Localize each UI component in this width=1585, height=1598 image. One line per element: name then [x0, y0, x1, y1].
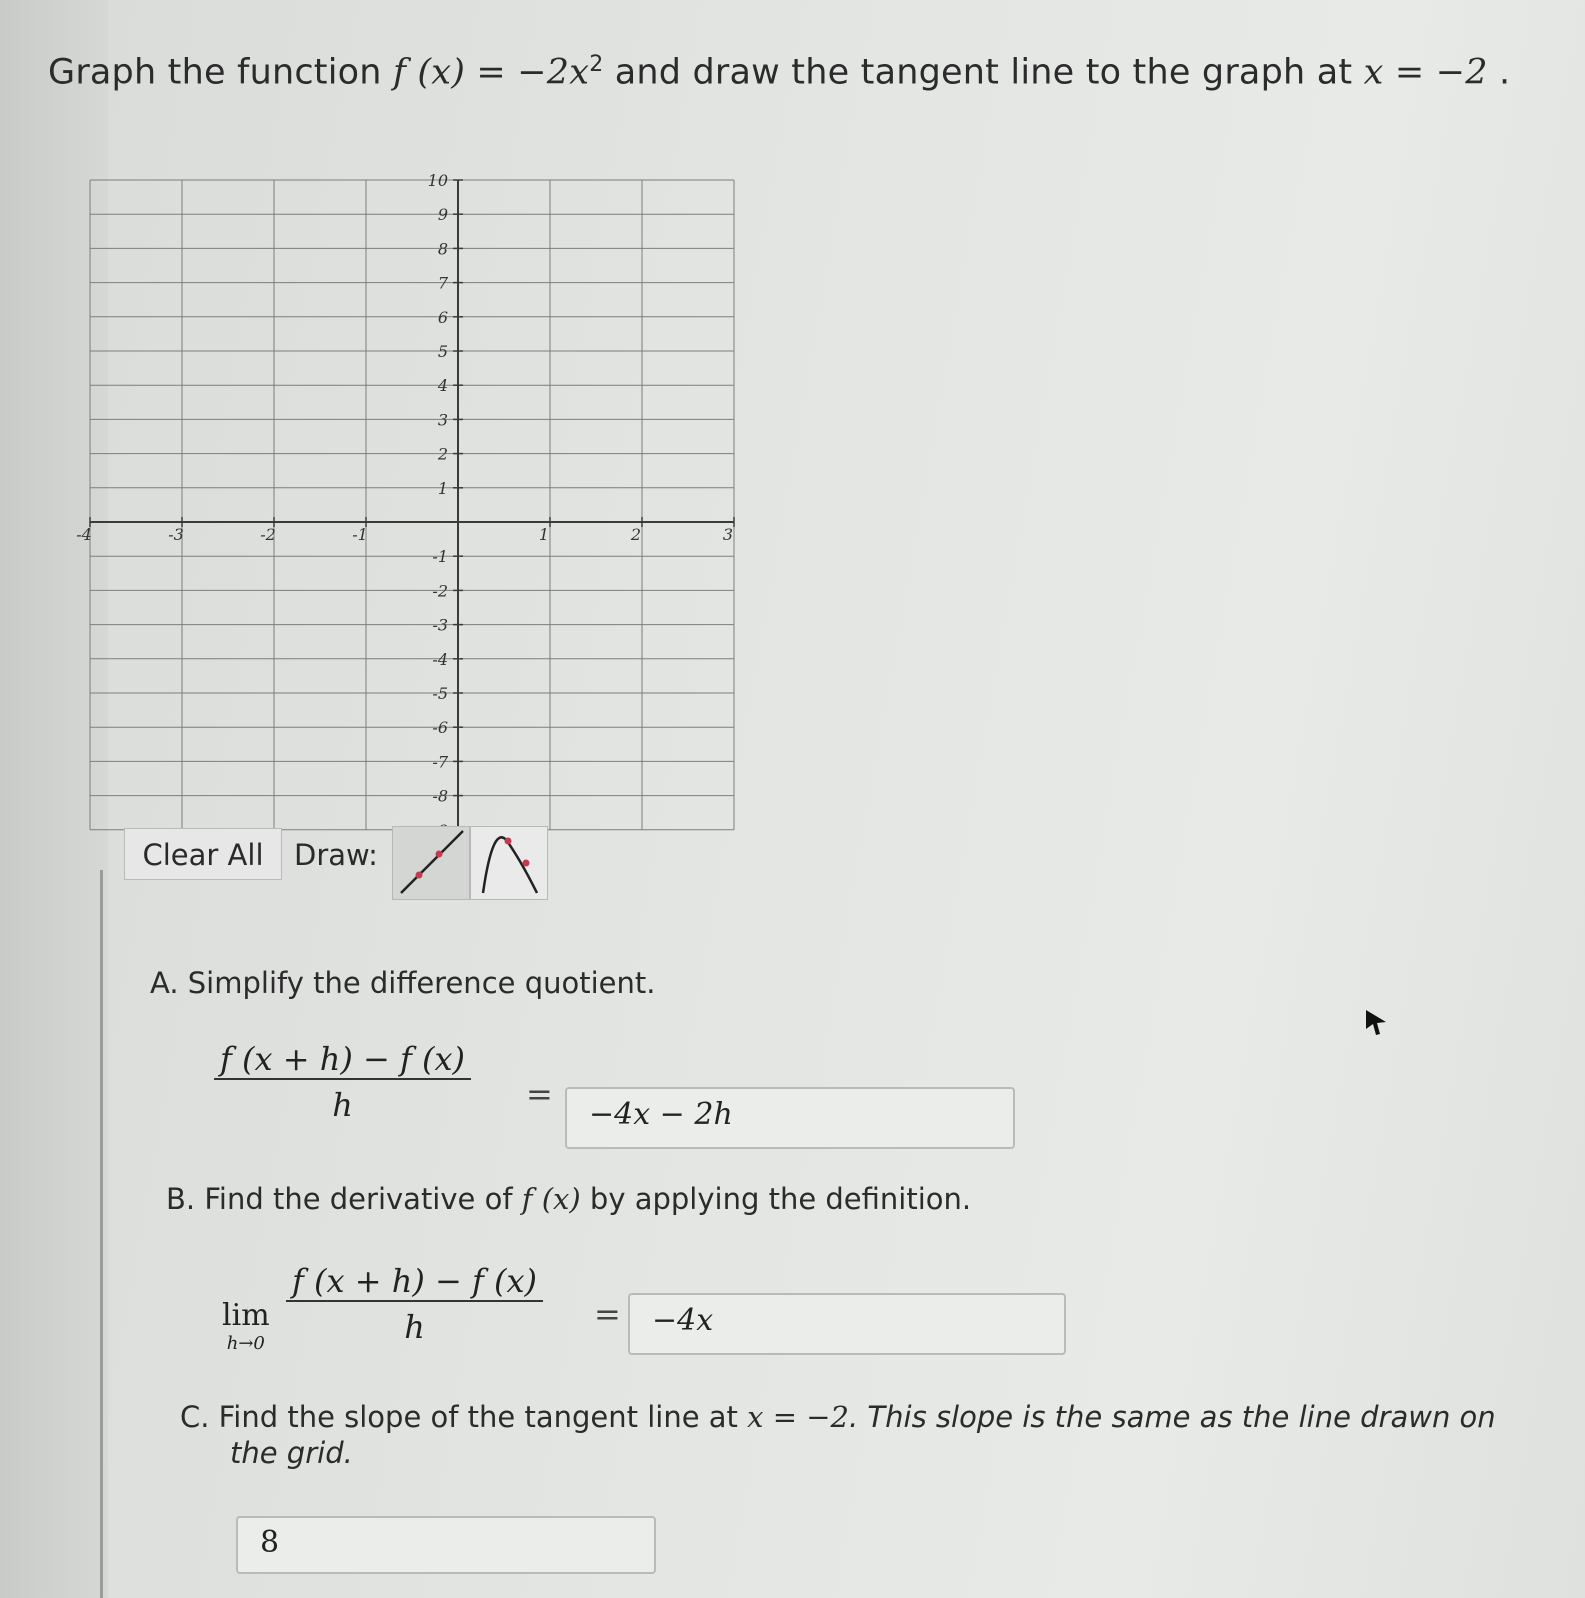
parabola-tool-icon: [471, 827, 549, 901]
x-tick-label: -2: [260, 525, 276, 544]
x-tick-label: -4: [76, 525, 92, 544]
y-tick-label: 1: [437, 478, 448, 498]
y-tick-label: 4: [437, 376, 448, 396]
x-tick-label: -1: [352, 525, 368, 544]
y-tick-label: 2: [437, 444, 448, 464]
part-b-equals: =: [594, 1295, 621, 1333]
part-b-func: f (x): [521, 1182, 581, 1216]
graph-canvas[interactable]: [60, 160, 740, 820]
y-tick-label: -1: [432, 547, 448, 567]
y-tick-label: -3: [432, 615, 448, 635]
line-tool-button[interactable]: [392, 826, 470, 900]
draw-label: Draw:: [294, 838, 378, 872]
y-tick-label: 9: [437, 205, 448, 225]
y-tick-label: -7: [432, 752, 448, 772]
y-tick-label: -6: [432, 718, 448, 738]
part-c-label-line2: the grid.: [230, 1436, 353, 1470]
grid-lines: [90, 180, 734, 830]
line-tool-icon: [393, 827, 471, 901]
part-a-label: A. Simplify the difference quotient.: [150, 966, 656, 1000]
limit-notation: [222, 1298, 270, 1354]
part-c-label: C. Find the slope of the tangent line at x = −2. This slope is the same as the line drawn on: [180, 1400, 1496, 1434]
y-tick-label: -4: [432, 649, 448, 669]
y-tick-label: -5: [432, 684, 448, 703]
y-tick-label: 8: [437, 239, 448, 259]
y-tick-label: -2: [432, 581, 448, 601]
screen-edge-line: [100, 870, 103, 1598]
part-c-answer-input[interactable]: 8: [236, 1516, 656, 1574]
function-exponent: 2: [589, 52, 604, 77]
function-expression: f (x) = −2x: [392, 52, 590, 93]
question-title: Graph the function f $(x) = -2x^2$ and draw the tangent line to the graph at x = −2 .: [48, 52, 1511, 93]
tangent-point: x = −2: [1363, 52, 1488, 93]
clear-all-button[interactable]: Clear All: [124, 828, 282, 880]
part-b-label: B. Find the derivative of f (x) by applying the definition.: [166, 1182, 972, 1216]
y-tick-label: 3: [437, 410, 448, 430]
part-a-answer-input[interactable]: −4x − 2h: [565, 1087, 1015, 1149]
part-a-fraction: [214, 1040, 471, 1124]
axes: [90, 180, 734, 830]
lim-subscript: h→0: [226, 1333, 265, 1354]
part-a-numerator: f (x + h) − f (x): [214, 1040, 471, 1080]
part-b-numerator: f (x + h) − f (x): [286, 1262, 543, 1302]
mouse-cursor-icon: [1364, 1008, 1390, 1040]
part-b-answer-input[interactable]: −4x: [628, 1293, 1066, 1355]
part-b-denominator: h: [404, 1308, 425, 1346]
y-tick-label: 7: [437, 273, 448, 293]
y-tick-label: -8: [432, 786, 448, 806]
part-c-math: x = −2: [747, 1400, 849, 1434]
part-a-equals: =: [526, 1075, 553, 1113]
parabola-tool-button[interactable]: [470, 826, 548, 900]
x-tick-label: 3: [722, 525, 734, 544]
x-tick-label: 1: [538, 525, 550, 544]
part-b-fraction: [286, 1262, 543, 1346]
y-tick-label: 6: [437, 307, 448, 327]
x-tick-label: -3: [168, 525, 184, 544]
part-a-denominator: h: [332, 1086, 353, 1124]
y-tick-label: 10: [427, 171, 448, 190]
tick-labels: [76, 171, 733, 840]
y-tick-label: 5: [437, 342, 448, 361]
x-tick-label: 2: [630, 525, 642, 544]
lim-word: lim: [222, 1298, 270, 1333]
